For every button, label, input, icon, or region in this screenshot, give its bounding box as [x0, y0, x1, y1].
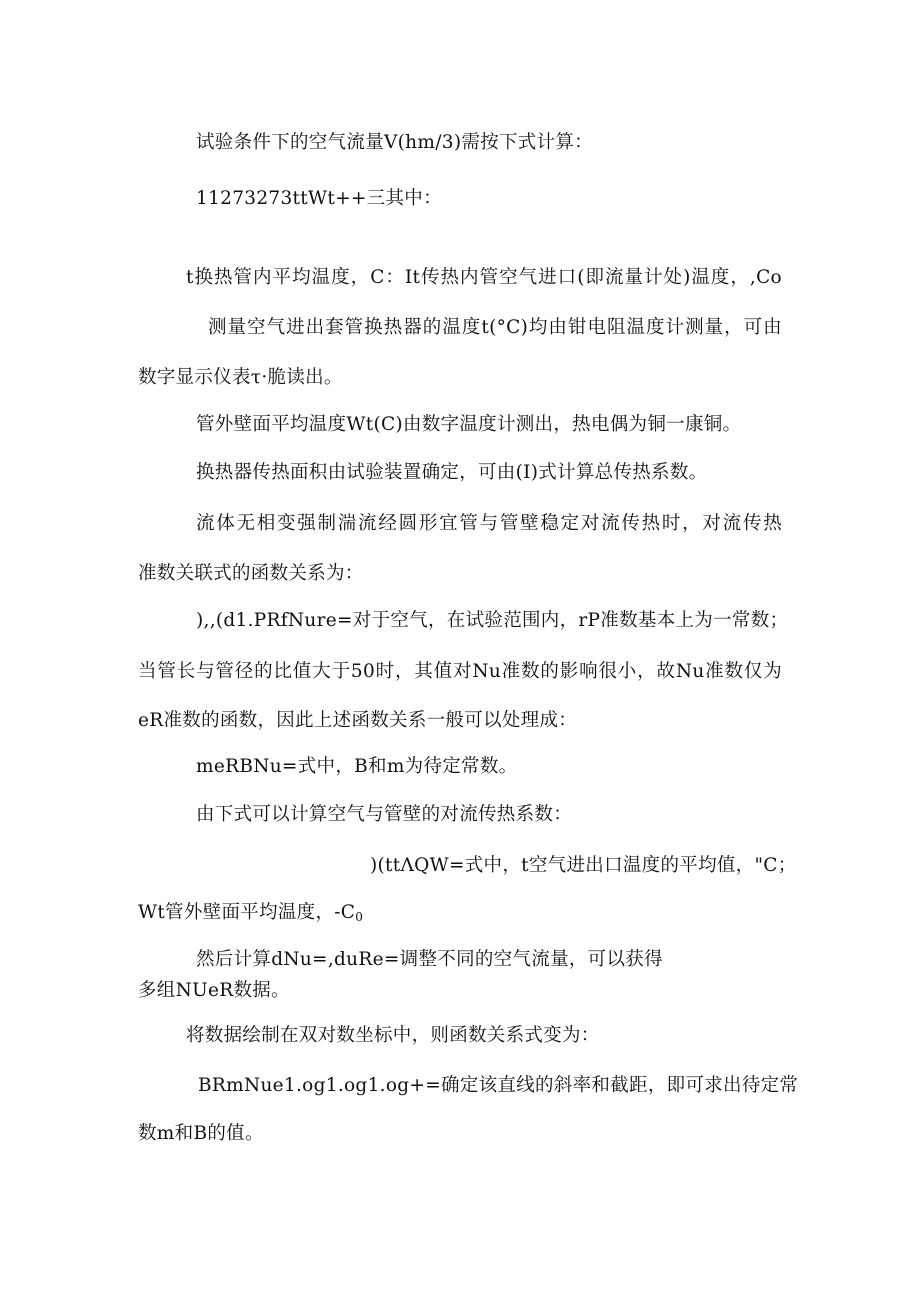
text-main: Wt管外壁面平均温度，-C — [138, 902, 356, 923]
formula-line: ),,(d1.PRfNure=对于空气，在试验范围内，rP准数基本上为一常数； — [196, 610, 789, 631]
formula-line: 然后计算dNu=,duRe=调整不同的空气流量，可以获得 — [196, 949, 663, 970]
subscript: 0 — [355, 910, 364, 924]
text-line: 测量空气进出套管换热器的温度t(°C)均由钳电阻温度计测量，可由 — [208, 317, 782, 338]
formula-line: 11273273ttWt++三其中： — [196, 188, 442, 209]
text-line: 当管长与管径的比值大于50时，其值对Nu准数的影响很小，故Nu准数仅为 — [138, 661, 782, 682]
text-line: t换热管内平均温度，C：It传热内管空气进口(即流量计处)温度，,Co — [186, 267, 782, 288]
text-line: 准数关联式的函数关系为： — [138, 563, 364, 584]
formula-line: )(ttΛQW=式中，t空气进出口温度的平均值，"C； — [370, 855, 797, 876]
text-line: 流体无相变强制湍流经圆形宜管与管壁稳定对流传热时，对流传热 — [196, 513, 782, 534]
text-line: 由下式可以计算空气与管壁的对流传热系数： — [196, 804, 573, 825]
text-line — [138, 900, 363, 930]
formula-line: BRmNue1.og1.og1.og+=确定该直线的斜率和截距，即可求出待定常 — [198, 1075, 799, 1096]
text-line: 试验条件下的空气流量V(hm/3)需按下式计算： — [196, 132, 593, 153]
text-line: 将数据绘制在双对数坐标中，则函数关系式变为： — [186, 1025, 600, 1046]
formula-line: meRBNu=式中，B和m为待定常数。 — [196, 756, 518, 777]
text-line: 数字显示仪表τ·脆读出。 — [138, 367, 343, 388]
text-line: eR准数的函数，因此上述函数关系一般可以处理成： — [138, 710, 578, 731]
text-line: 多组NUeR数据。 — [138, 980, 290, 1001]
text-line: 数m和B的值。 — [138, 1123, 264, 1144]
text-line: 管外壁面平均温度Wt(C)由数字温度计测出，热电偶为铜一康铜。 — [196, 414, 742, 435]
text-line: 换热器传热面积由试验装置确定，可由(I)式计算总传热系数。 — [196, 462, 708, 483]
